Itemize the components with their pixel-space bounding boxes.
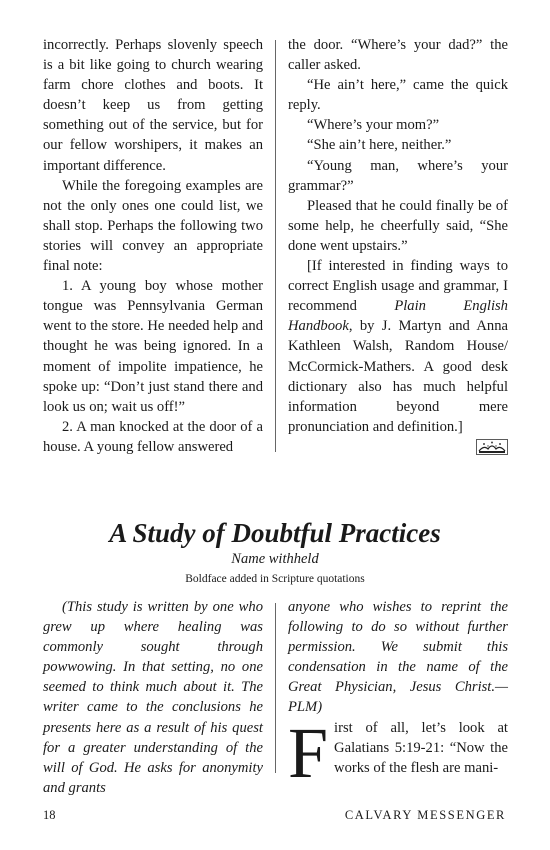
- drop-cap: F: [288, 712, 329, 793]
- book-title: Plain English Handbook: [288, 298, 508, 335]
- article-title: A Study of Doubtful Practices: [109, 518, 441, 548]
- editor-intro-continued: anyone who wishes to reprint the following to do so without further permission. We submit this condensation in the name of the Great Physician, Jesus Christ.—PLM): [288, 599, 508, 716]
- paragraph: While the foregoing examples are not the only ones one could list, we shall stop. Perhaps the following two stories will convey an appropriate final note:: [43, 177, 263, 275]
- article-author: Name withheld: [231, 551, 319, 567]
- bottom-left-column: [43, 597, 263, 798]
- paragraph: “Where’s your mom?”: [307, 117, 440, 134]
- top-left-column: [43, 35, 263, 457]
- paragraph: Pleased that he could finally be of some help, he cheerfully said, “She done went upstairs.”: [288, 197, 508, 254]
- paragraph: “He ain’t here,” came the quick reply.: [288, 77, 508, 114]
- paragraph: 2. A man knocked at the door of a house. A young fellow answered: [43, 418, 263, 455]
- paragraph: the door. “Where’s your dad?” the caller asked.: [288, 37, 508, 74]
- top-right-column: [288, 35, 508, 455]
- article-note: Boldface added in Scripture quotations: [185, 573, 365, 585]
- text-run: , by J. Martyn and Anna Kathleen Walsh, Random House/ McCormick-Mathers. A good desk dictionary also has much helpful information beyond mere pronunciation and definition.]: [288, 318, 508, 435]
- text-run: irst of all, let’s look at Galatians 5:19-21: “Now the works of the flesh are mani-: [334, 719, 508, 776]
- paragraph: “She ain’t here, neither.”: [307, 137, 452, 154]
- paragraph: incorrectly. Perhaps slovenly speech is a bit like going to church wearing farm chore clothes and boots. It doesn’t keep us from getting something out of the service, but for our fellow worshipers, it makes an important difference.: [43, 37, 263, 174]
- end-of-article-ornament-icon: [476, 439, 508, 455]
- text-run: [If interested in finding ways to correct English usage and grammar, I recommend: [288, 258, 508, 315]
- article-body-paragraph: [288, 712, 508, 793]
- paragraph: “Young man, where’s your grammar?”: [288, 157, 508, 194]
- bottom-right-column: [288, 597, 508, 793]
- editor-intro: (This study is written by one who grew up where healing was commonly sought through powwowing. In that setting, no one seemed to think much about it. The writer came to the conclusions he presents here as a result of his quest for a greater understanding of the will of God. He asks for anonymity and grants: [43, 599, 263, 796]
- column-divider: [275, 603, 276, 773]
- publication-name: CALVARY MESSENGER: [344, 808, 506, 822]
- page-number: 18: [43, 808, 56, 822]
- paragraph: 1. A young boy whose mother tongue was Pennsylvania German went to the store. He needed help and thought he was being ignored. In a moment of impolite impatience, he spoke up: “Don’t just stand there and look us on; wait us off!”: [43, 278, 263, 415]
- column-divider: [275, 40, 276, 452]
- paragraph: [288, 256, 508, 437]
